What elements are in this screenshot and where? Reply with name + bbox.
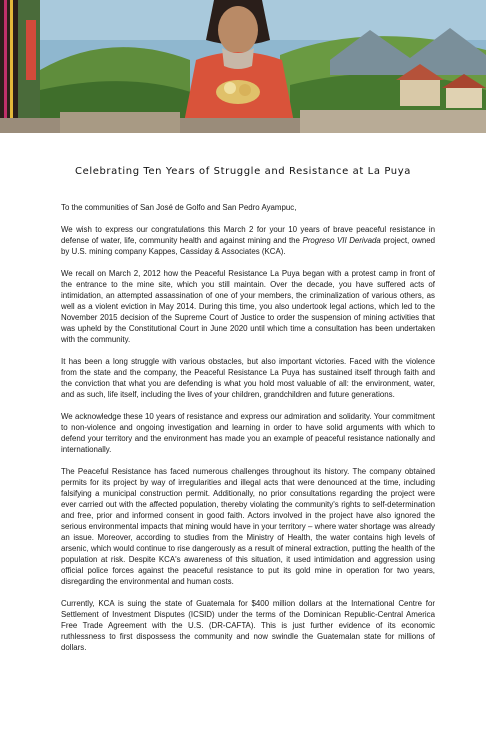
paragraph-struggle: It has been a long struggle with various obstacles, but also important victories. Faced with the violence from the state and the company, the Peaceful Resistance La Puya has sustained itself through faith and the conviction that what you are defending is what you hold most valuable of all: the environment, water, and as such, life itself, including the lives of your children, grandchildren and future generations. [61, 357, 435, 399]
salutation: To the communities of San José de Golfo and San Pedro Ayampuc, [61, 203, 297, 212]
page-title: Celebrating Ten Years of Struggle and Resistance at La Puya [75, 166, 411, 177]
mural-banner-image [0, 0, 486, 133]
paragraph-history: We recall on March 2, 2012 how the Peaceful Resistance La Puya began with a protest camp in front of the entrance to the mine site, which you still maintain. Over the decade, you have suffered acts of intimidation, an attempted assassination of one of your members, the criminalization of various others, as well as a violent eviction in May 2014. During this time, you also undertook legal actions, which led to the November 2015 decision of the Supreme Court of Justice to order the suspension of mining activities that was upheld by the Constitutional Court in June 2020 until which time a consultation has been undertaken with the community. [61, 269, 435, 344]
paragraph-acknowledgement: We acknowledge these 10 years of resistance and express our admiration and solidarity. Your commitment to non-violence and ongoing investigation and learning in order to have solid arguments with which to defend your territory and the environment has made you an example of peaceful resistance nationally and internationally. [61, 412, 435, 454]
letter-body [61, 202, 435, 664]
paragraph-text: project, owned by U.S. mining company Kappes, Cassiday & Associates (KCA). [61, 236, 435, 256]
paragraph-text: We wish to express our congratulations this March 2 for your 10 years of brave peaceful resistance in defense of water, life, community health and against mining and the [61, 225, 435, 245]
project-name: Progreso VII Derivada [302, 236, 381, 245]
paragraph-challenges: The Peaceful Resistance has faced numerous challenges throughout its history. The company obtained permits for its project by way of irregularities and illegal acts that were denounced at the time, including falsifying a municipal construction permit. Additionally, no prior consultations regarding the project were ever carried out with the affected population, thereby violating the community's rights to self-determination and free, prior and informed consent in good faith. Actors involved in the project have also ignored the serious environmental impacts that mining would have in your territory – where water shortage was already an issue. Moreover, according to studies from the Ministry of Health, the water contains high levels of arsenic, which would continue to rise dangerously as a result of mineral extraction, putting the health of the population at risk. Despite KCA's awareness of this situation, it used intimidation and aggression using official police forces against the peaceful resistance to put its gold mine in operation for two years, disregarding the environmental and human costs. [61, 467, 435, 586]
paragraph-lawsuit: Currently, KCA is suing the state of Guatemala for $400 million dollars at the International Centre for Settlement of Investment Disputes (ICSID) under the terms of the Dominican Republic-Central America Free Trade Agreement with the U.S. (DR-CAFTA). This is just further evidence of its economic ruthlessness to first dispossess the community and now swindle the Guatemalan state for millions of dollars. [61, 599, 435, 652]
paragraph-congratulations [61, 224, 435, 257]
